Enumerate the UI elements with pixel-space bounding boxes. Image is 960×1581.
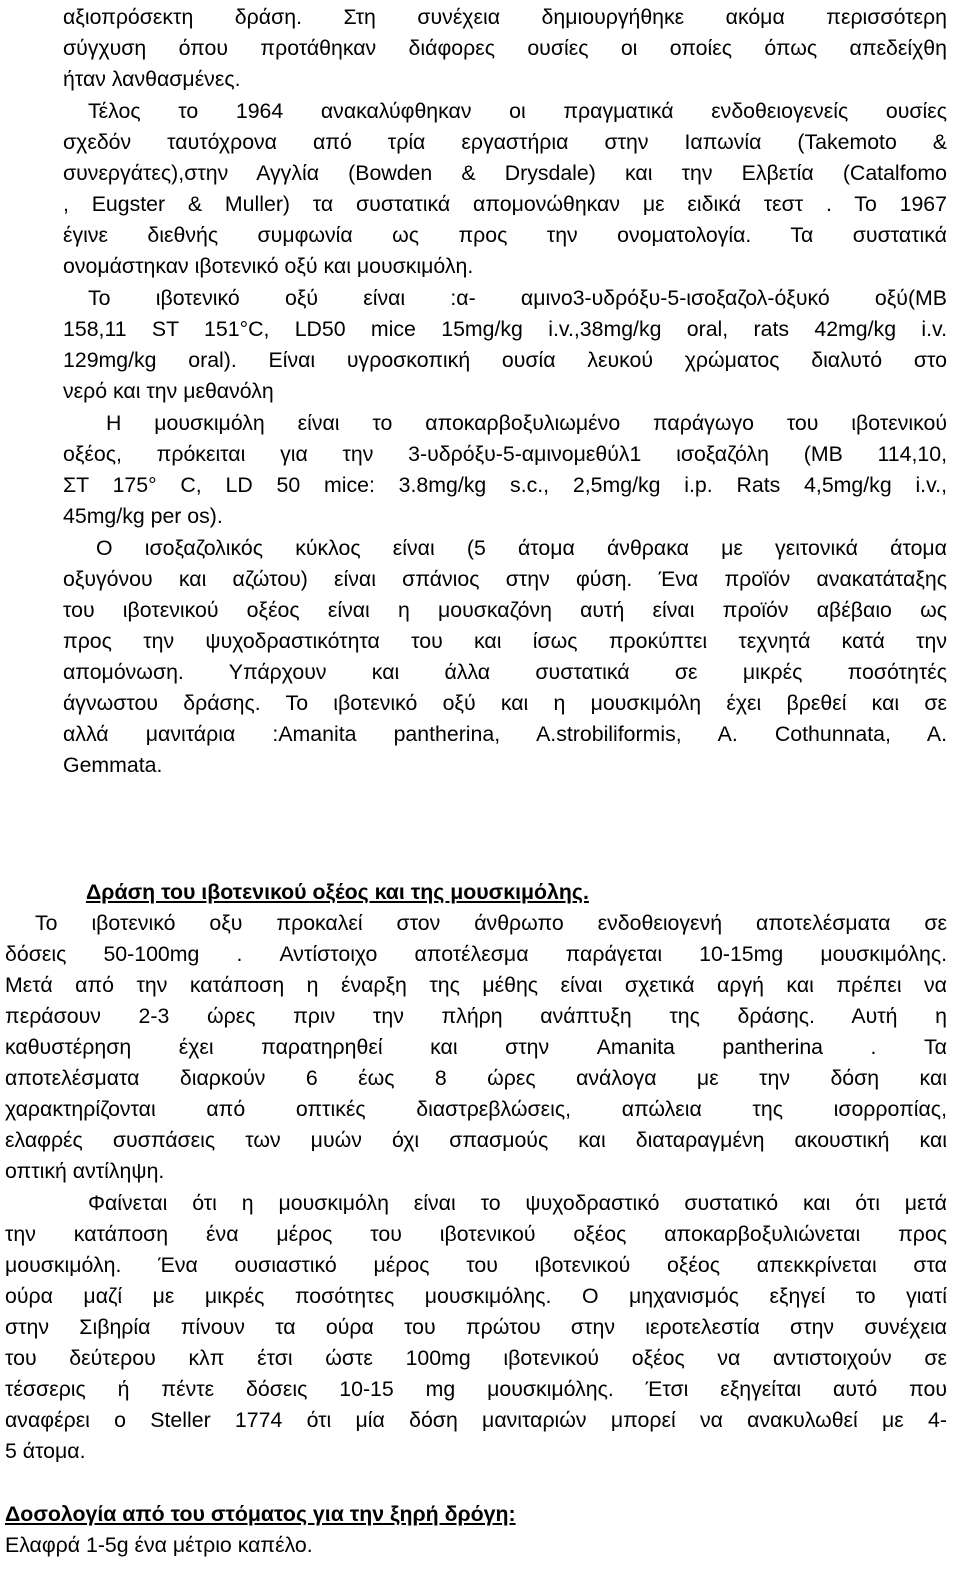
text-line: στην Σιβηρία πίνουν τα ούρα του πρώτου στην ιεροτελεστία στην συνέχεια [5, 1315, 947, 1339]
text-line: ονομάστηκαν ιβοτενικό οξύ και μουσκιμόλη. [63, 254, 474, 278]
text-line: Ελαφρά 1-5g ένα μέτριο καπέλο. [5, 1533, 313, 1557]
text-line: ούρα μαζί με μικρές ποσότητες μουσκιμόλης. Ο μηχανισμός εξηγεί το γιατί [5, 1284, 947, 1308]
text-line: 129mg/kg oral). Είναι υγροσκοπική ουσία λευκού χρώματος διαλυτό στο [63, 348, 947, 372]
text-line: Ο ισοξαζολικός κύκλος είναι (5 άτομα άνθρακα με γειτονικά άτομα [96, 536, 947, 560]
text-line: Μετά από την κατάποση η έναρξη της μέθης είναι σχετικά αργή και πρέπει να [5, 973, 947, 997]
text-line: νερό και την μεθανόλη [63, 379, 274, 403]
text-line: Gemmata. [63, 753, 163, 777]
text-line: Τέλος το 1964 ανακαλύφθηκαν οι πραγματικά ενδοθειογενείς ουσίες [88, 99, 947, 123]
text-line: του ιβοτενικού οξέος είναι η μουσκαζόνη αυτή είναι προϊόν αβέβαιο ως [63, 598, 947, 622]
text-line: 45mg/kg per os). [63, 504, 223, 528]
text-line: Το ιβοτενικό οξυ προκαλεί στον άνθρωπο ενδοθειογενή αποτελέσματα σε [35, 911, 947, 935]
text-line: σύγχυση όπου προτάθηκαν διάφορες ουσίες οι οποίες όπως απεδείχθη [63, 36, 947, 60]
text-line: προς την ψυχοδραστικότητα του και ίσως προκύπτει τεχνητά κατά την [63, 629, 947, 653]
text-line: περάσουν 2-3 ώρες πριν την πλήρη ανάπτυξη της δράσης. Αυτή η [5, 1004, 947, 1028]
text-line: καθυστέρηση έχει παρατηρηθεί και στην Amanita pantherina . Τα [5, 1035, 947, 1059]
text-line: οξυγόνου και αζώτου) είναι σπάνιος στην φύση. Ένα προϊόν ανακατάταξης [63, 567, 947, 591]
text-line: ήταν λανθασμένες. [63, 67, 241, 91]
text-line: μουσκιμόλη. Ένα ουσιαστικό μέρος του ιβοτενικού οξέος απεκκρίνεται στα [5, 1253, 947, 1277]
text-line: χαρακτηρίζονται από οπτικές διαστρεβλώσεις, απώλεια της ισορροπίας, [5, 1097, 947, 1121]
text-line: Φαίνεται ότι η μουσκιμόλη είναι το ψυχοδραστικό συστατικό και ότι μετά [88, 1191, 947, 1215]
text-line: Η μουσκιμόλη είναι το αποκαρβοξυλιωμένο παράγωγο του ιβοτενικού [106, 411, 947, 435]
text-line: συνεργάτες),στην Αγγλία (Bowden & Drysdale) και την Ελβετία (Catalfomo [63, 161, 947, 185]
text-line: Το ιβοτενικό οξύ είναι :α- αμινο3-υδρόξυ-5-ισοξαζολ-όξυκό οξύ(ΜΒ [88, 286, 947, 310]
section-heading: Δράση του ιβοτενικού οξέος και της μουσκιμόλης. [86, 880, 589, 904]
text-line: αποτελέσματα διαρκούν 6 έως 8 ώρες ανάλογα με την δόση και [5, 1066, 947, 1090]
text-line: άγνωστου δράσης. Το ιβοτενικό οξύ και η μουσκιμόλη έχει βρεθεί και σε [63, 691, 947, 715]
text-line: σχεδόν ταυτόχρονα από τρία εργαστήρια στην Ιαπωνία (Takemoto & [63, 130, 947, 154]
text-line: απομόνωση. Υπάρχουν και άλλα συστατικά σε μικρές ποσότητές [63, 660, 947, 684]
text-line: οξέος, πρόκειται για την 3-υδρόξυ-5-αμινομεθύλ1 ισοξαζόλη (ΜΒ 114,10, [63, 442, 947, 466]
text-line: έγινε διεθνής συμφωνία ως προς την ονοματολογία. Τα συστατικά [63, 223, 947, 247]
text-line: τέσσερις ή πέντε δόσεις 10-15 mg μουσκιμόλης. Έτσι εξηγείται αυτό που [5, 1377, 947, 1401]
text-line: οπτική αντίληψη. [5, 1159, 165, 1183]
text-line: 158,11 ST 151°C, LD50 mice 15mg/kg i.v.,38mg/kg oral, rats 42mg/kg i.v. [63, 317, 947, 341]
text-line: αλλά μανιτάρια :Amanita pantherina, A.strobiliformis, A. Cothunnata, A. [63, 722, 947, 746]
text-line: ελαφρές συσπάσεις των μυών όχι σπασμούς και διαταραγμένη ακουστική και [5, 1128, 947, 1152]
text-line: την κατάποση ένα μέρος του ιβοτενικού οξέος αποκαρβοξυλιώνεται προς [5, 1222, 947, 1246]
text-line: 5 άτομα. [5, 1439, 86, 1463]
text-line: αξιοπρόσεκτη δράση. Στη συνέχεια δημιουργήθηκε ακόμα περισσότερη [63, 5, 947, 29]
text-line: αναφέρει ο Steller 1774 ότι μία δόση μανιταριών μπορεί να ανακυλωθεί με 4- [5, 1408, 947, 1432]
text-line: , Eugster & Muller) τα συστατικά απομονώθηκαν με ειδικά τεστ . Το 1967 [63, 192, 947, 216]
text-line: του δεύτερου κλπ έτσι ώστε 100mg ιβοτενικού οξέος να αντιστοιχούν σε [5, 1346, 947, 1370]
section-heading: Δοσολογία από του στόματος για την ξηρή δρόγη: [5, 1502, 516, 1526]
text-line: δόσεις 50-100mg . Αντίστοιχο αποτέλεσμα παράγεται 10-15mg μουσκιμόλης. [5, 942, 947, 966]
text-line: ΣΤ 175° C, LD 50 mice: 3.8mg/kg s.c., 2,5mg/kg i.p. Rats 4,5mg/kg i.v., [63, 473, 947, 497]
